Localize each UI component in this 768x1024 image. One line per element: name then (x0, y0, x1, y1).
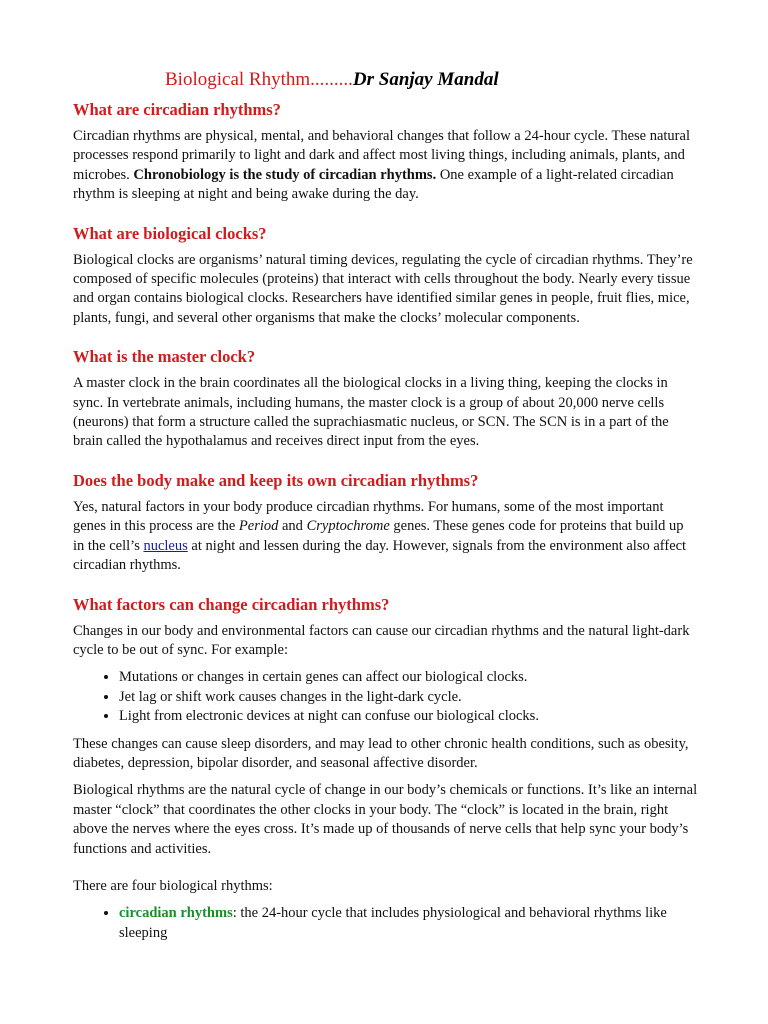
list-item: • Jet lag or shift work causes changes in the light-dark cycle. (119, 688, 698, 707)
list-item: • Light from electronic devices at night can confuse our biological clocks. (119, 707, 698, 726)
section-paragraph: A master clock in the brain coordinates all the biological clocks in a living thing, keeping the clocks in sync. In vertebrate animals, including humans, the master clock is a group of about 20,000 nerve cells (neurons) that form a structure called the suprachiasmatic nucleus, or SCN. The SCN is in a part of the brain called the hypothalamus and receives direct input from the eyes. (73, 375, 669, 450)
paragraph-text: and (278, 518, 307, 535)
section-paragraph: Changes in our body and environmental factors can cause our circadian rhythms and the natural light-dark cycle to be out of sync. For example: (73, 622, 690, 658)
section-paragraph: There are four biological rhythms: (73, 877, 273, 894)
section-paragraph: Biological rhythms are the natural cycle of change in our body’s chemicals or functions. It’s like an internal master “clock” that coordinates the other clocks in your body. The “clock” is located in the brain, right above the nerves where the eyes cross. It’s made up of thousands of nerve cells that help sync your body’s functions and activities. (73, 782, 698, 857)
bold-text: Chronobiology is the study of circadian rhythms. (133, 166, 437, 183)
rhythm-desc: : the 24-hour cycle that includes physiological and behavioral rhythms like sleeping (119, 905, 667, 941)
section-heading: Does the body make and keep its own circadian rhythms? (73, 470, 479, 490)
section-heading: What are circadian rhythms? (73, 100, 281, 119)
rhythm-list (73, 904, 698, 943)
list-item: • Mutations or changes in certain genes can affect our biological clocks. (119, 668, 698, 687)
title-main: Biological Rhythm......... (165, 69, 353, 90)
italic-text: Period (238, 518, 279, 535)
title-author: Dr Sanjay Mandal (352, 69, 499, 90)
paragraph-text: Circadian rhythms are physical, mental, and behavioral changes that follow a 24-hour cycle. These natural processes respond primarily to light and dark and affect most living things, including animals, plants, and microbes. (73, 128, 690, 183)
paragraph-text: One example of a light-related circadian rhythm is sleeping at night and being awake during the day. (73, 166, 674, 203)
section-paragraph: These changes can cause sleep disorders, and may lead to other chronic health conditions, such as obesity, diabetes, depression, bipolar disorder, and seasonal affective disorder. (73, 735, 689, 771)
factor-list (73, 668, 698, 726)
section-heading: What are biological clocks? (73, 223, 267, 243)
paragraph-text: at night and lessen during the day. However, signals from the environment also affect circadian rhythms. (73, 537, 687, 574)
section-paragraph: Biological clocks are organisms’ natural timing devices, regulating the cycle of circadian rhythms. They’re composed of specific molecules (proteins) that interact with cells throughout the body. Nearly every tissue and organ contains biological clocks. Researchers have identified similar genes in people, fruit flies, mice, plants, fungi, and several other organisms that make the clocks’ molecular components. (73, 251, 693, 326)
section-heading: What factors can change circadian rhythms? (73, 594, 390, 614)
paragraph-text: genes. These genes code for proteins that build up in the cell’s (73, 518, 684, 554)
list-item (119, 904, 698, 943)
section-paragraph (73, 498, 698, 576)
document-body (73, 99, 698, 951)
nucleus-link[interactable]: nucleus (143, 537, 188, 554)
document-title (165, 68, 499, 92)
section-paragraph (73, 127, 698, 205)
rhythm-term: circadian rhythms (119, 905, 233, 922)
paragraph-text: Yes, natural factors in your body produce circadian rhythms. For humans, some of the most important genes in this process are the (73, 498, 664, 535)
italic-text: Cryptochrome (306, 518, 390, 535)
section-heading: What is the master clock? (73, 347, 256, 367)
